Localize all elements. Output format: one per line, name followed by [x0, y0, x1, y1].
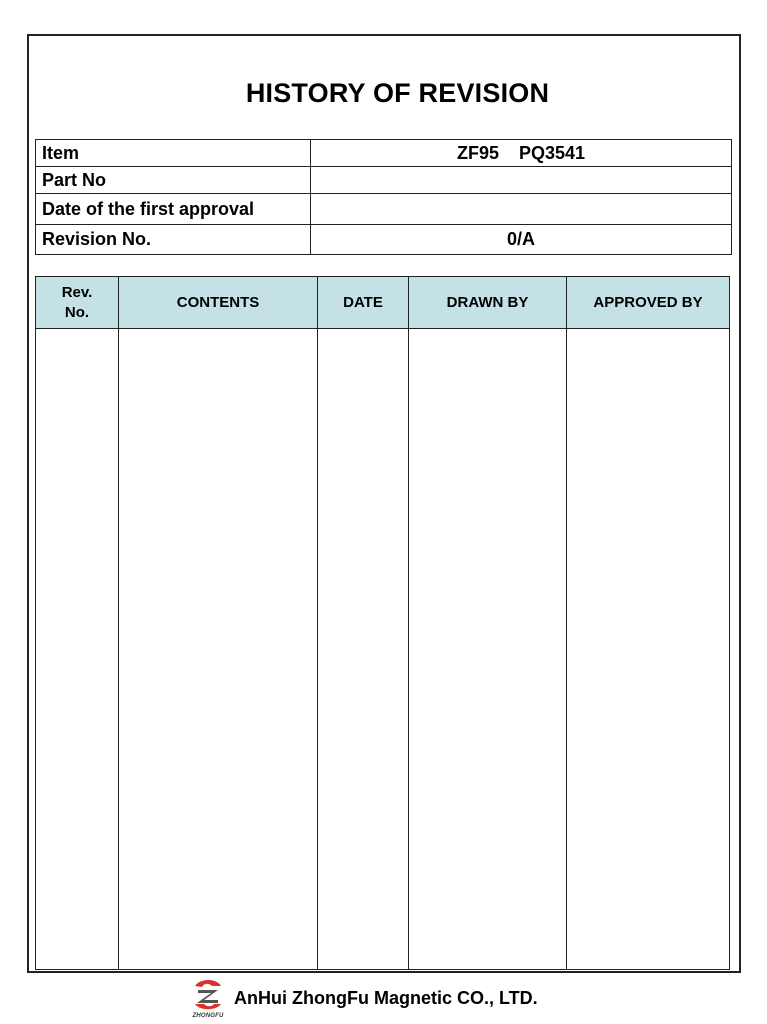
info-value: [311, 140, 732, 167]
company-name: AnHui ZhongFu Magnetic CO., LTD.: [234, 987, 538, 1008]
info-label: Item: [36, 140, 311, 167]
revision-table: [35, 276, 730, 970]
header-drawn-by: DRAWN BY: [409, 277, 567, 329]
info-label: Part No: [36, 167, 311, 194]
info-row-part-no: [36, 167, 732, 194]
zhongfu-logo-icon: [190, 977, 226, 1011]
revision-header-row: [36, 277, 730, 329]
drawn-by-cell: [409, 329, 567, 970]
info-value: [311, 194, 732, 225]
contents-cell: [119, 329, 318, 970]
rev-no-cell: [36, 329, 119, 970]
info-label: Date of the first approval: [36, 194, 311, 225]
footer: [190, 978, 538, 1018]
approved-by-cell: [567, 329, 730, 970]
info-value: 0/A: [311, 225, 732, 255]
info-row-revision-no: [36, 225, 732, 255]
date-cell: [318, 329, 409, 970]
company-logo: [190, 977, 226, 1019]
header-date: DATE: [318, 277, 409, 329]
header-rev-no: Rev. No.: [36, 277, 119, 329]
info-table: [35, 139, 732, 255]
logo-caption: ZHONGFU: [192, 1013, 224, 1019]
info-row-item: [36, 140, 732, 167]
info-label: Revision No.: [36, 225, 311, 255]
header-contents: CONTENTS: [119, 277, 318, 329]
item-value: ZF95 PQ3541: [456, 142, 586, 163]
info-row-first-approval: [36, 194, 732, 225]
header-approved-by: APPROVED BY: [567, 277, 730, 329]
page-title: HISTORY OF REVISION: [245, 78, 550, 108]
revision-body-row: [36, 329, 730, 970]
info-value: [311, 167, 732, 194]
